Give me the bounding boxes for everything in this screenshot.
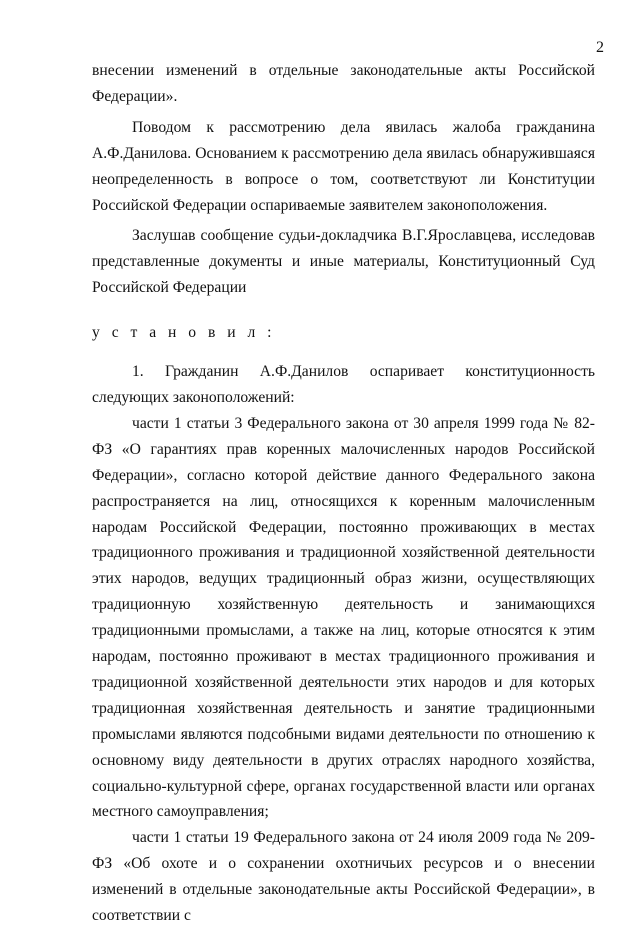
- paragraph-continuation: внесении изменений в отдельные законодательные акты Российской Федерации».: [92, 62, 595, 105]
- paragraph-court-hearing: Заслушав сообщение судьи-докладчика В.Г.Ярославцева, исследовав представленные документы и иные материалы, Конституционный Суд Российской Федерации: [92, 227, 595, 297]
- paragraph-claim: 1. Гражданин А.Ф.Данилов оспаривает конституционность следующих законоположений:: [92, 363, 595, 406]
- section-heading-established: у с т а н о в и л :: [92, 324, 276, 342]
- paragraph-law-209fz: части 1 статьи 19 Федерального закона от 24 июля 2009 года № 209-ФЗ «Об охоте и о сохранении охотничьих ресурсов и о внесении изменений в отдельные законодательные акты Российской Федерации», в соответствии с: [92, 829, 595, 925]
- paragraph-law-82fz: части 1 статьи 3 Федерального закона от 30 апреля 1999 года № 82-ФЗ «О гарантиях прав коренных малочисленных народов Российской Федерации», согласно которой действие данного Федерального закона распространяется на лиц, относящихся к коренным малочисленным народам Российской Федерации, постоянно проживающих в местах традиционного проживания и традиционной хозяйственной деятельности этих народов, ведущих традиционный образ жизни, осуществляющих традиционную хозяйственную деятельность и занимающихся традиционными промыслами, а также на лиц, которые относятся к этим народам, постоянно проживают в местах традиционного проживания и традиционной хозяйственной деятельности этих народов и для которых традиционная хозяйственная деятельность и занятие традиционными промыслами являются подсобными видами деятельности по отношению к основному виду деятельности в других отраслях народного хозяйства, социально-культурной сфере, органах государственной власти или органах местного самоуправления;: [92, 414, 595, 821]
- page-number: 2: [596, 39, 604, 56]
- document-body: [92, 58, 595, 929]
- paragraph-case-reason: Поводом к рассмотрению дела явилась жалоба гражданина А.Ф.Данилова. Основанием к рассмотрению дела явилась обнаружившаяся неопределенность в вопросе о том, соответствуют ли Конституции Российской Федерации оспариваемые заявителем законоположения.: [92, 118, 595, 214]
